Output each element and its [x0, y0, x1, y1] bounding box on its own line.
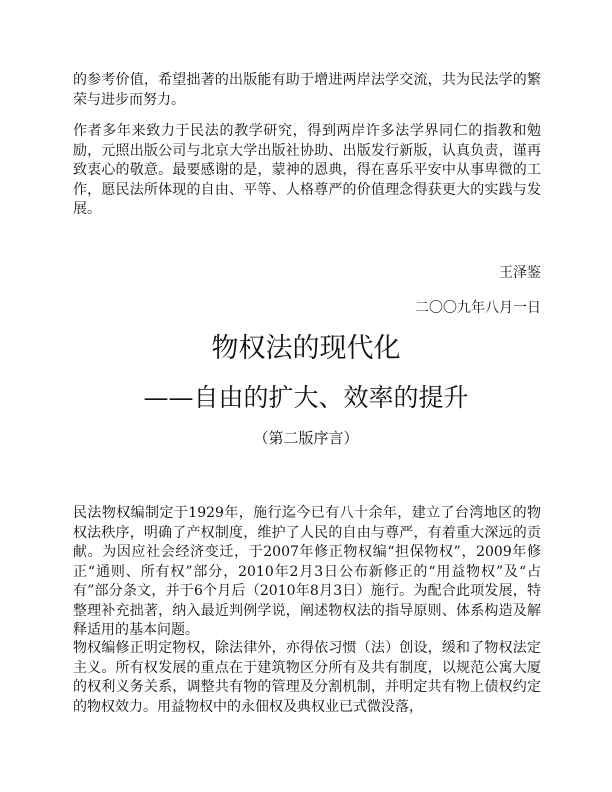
preface-signer: 王泽鉴: [499, 265, 541, 281]
section-title: 物权法的现代化: [211, 333, 401, 364]
preface-date: 二〇〇九年八月一日: [415, 300, 541, 316]
body-paragraph-1: 民法物权编制定于1929年，施行迄今已有八十余年，建立了台湾地区的物权法秩序，明确了产权制度，维护了人民的自由与尊严，有着重大深远的贡献。为因应社会经济变迁，于2007年修正物权编“担保物权”，2009年修正“通则、所有权”部分，2010年2月3日公布新修正的“用益物权”及“占有”部分条文，并于6个月后（2010年8月3日）施行。为配合此项发展，特整理补充拙著，纳入最近判例学说，阐述物权法的指导原则、体系构造及解释适用的基本问题。: [73, 505, 541, 638]
section-subtitle: ——自由的扩大、效率的提升: [143, 383, 469, 412]
preface-paragraph-2: 作者多年来致力于民法的教学研究，得到两岸许多法学界同仁的指教和勉励，元照出版公司与北京大学出版社协助、出版发行新版，认真负责，谨再致衷心的敬意。最要感谢的是，蒙神的恩典，得在喜乐平安中从事卑微的工作，愿民法所体现的自由、平等、人格尊严的价值理念得获更大的实践与发展。: [73, 123, 541, 217]
preface-paragraph-1: 的参考价值，希望拙著的出版能有助于增进两岸法学交流，共为民法学的繁荣与进步而努力。: [73, 72, 541, 108]
body-paragraph-2: 物权编修正明定物权，除法律外，亦得依习惯（法）创设，缓和了物权法定主义。所有权发展的重点在于建筑物区分所有及共有制度，以规范公寓大厦的权利义务关系，调整共有物的管理及分割机制，并明定共有物上债权约定的物权效力。用益物权中的永佃权及典权业已式微没落，: [73, 640, 541, 715]
edition-note: （第二版序言）: [253, 429, 359, 447]
